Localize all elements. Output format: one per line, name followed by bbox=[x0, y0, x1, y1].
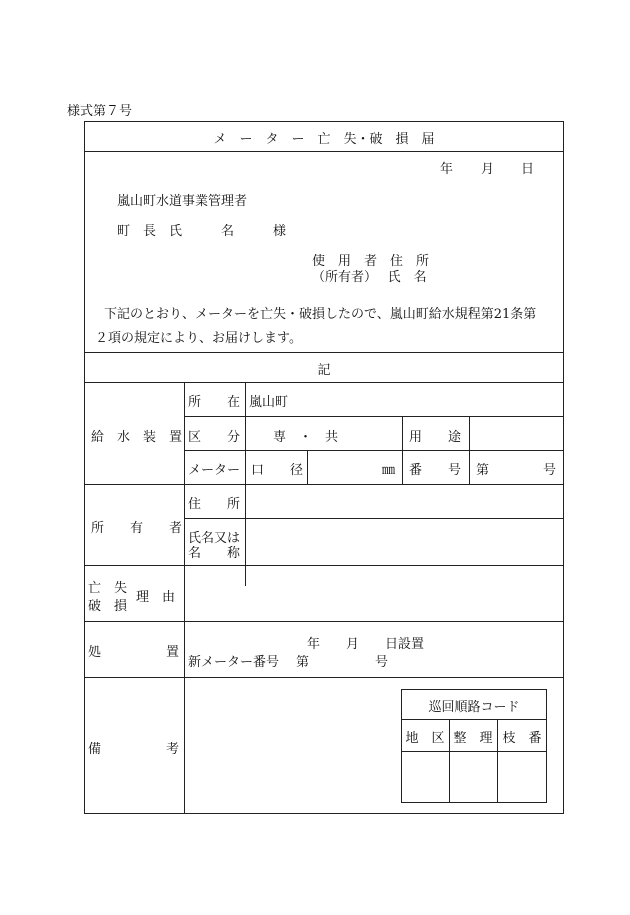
ki-mark: 記 bbox=[317, 363, 331, 378]
user-address-label: 使 用 者 住 所 bbox=[312, 254, 430, 269]
bore-label: 口 径 bbox=[251, 463, 304, 478]
divider bbox=[84, 677, 564, 678]
divider bbox=[184, 450, 564, 451]
owner-name-label: （所有者） 氏 名 bbox=[312, 270, 427, 285]
new-meter-suffix: 号 bbox=[375, 655, 389, 670]
owner-label: 所 有 者 bbox=[91, 521, 183, 536]
category-label: 区 分 bbox=[188, 430, 241, 445]
body-text-2: ２項の規定により、お届けします。 bbox=[95, 331, 302, 346]
date-day: 日 bbox=[521, 162, 535, 177]
new-meter-label: 新メーター番号 bbox=[188, 655, 280, 670]
divider bbox=[184, 518, 564, 519]
owner-name-label-2: 名 称 bbox=[188, 546, 241, 561]
meter-number-prefix: 第 bbox=[476, 463, 490, 478]
meter-label: メーター bbox=[188, 463, 241, 478]
reason-label-2: 破 損 bbox=[88, 599, 128, 614]
route-code-header-branch: 枝 番 bbox=[502, 731, 542, 746]
remarks-label: 備 考 bbox=[88, 742, 180, 757]
date-year: 年 bbox=[440, 162, 454, 177]
meter-number-suffix: 号 bbox=[543, 463, 557, 478]
meter-number-label: 番 号 bbox=[409, 463, 462, 478]
route-code-title: 巡回順路コード bbox=[428, 700, 520, 715]
category-value: 専 ・ 共 bbox=[273, 430, 339, 445]
divider bbox=[84, 484, 564, 485]
divider bbox=[84, 382, 564, 383]
divider bbox=[184, 416, 564, 417]
divider bbox=[401, 719, 547, 720]
owner-name-label-1: 氏名又は bbox=[188, 531, 241, 546]
route-code-header-district: 地 区 bbox=[405, 731, 445, 746]
label-column-line bbox=[184, 382, 185, 814]
addressee-mayor: 町 長 氏 名 様 bbox=[117, 224, 287, 239]
addressee-org: 嵐山町水道事業管理者 bbox=[117, 194, 248, 209]
owner-address-label: 住 所 bbox=[188, 497, 241, 512]
disposal-label: 処 置 bbox=[88, 645, 180, 660]
use-label: 用 途 bbox=[409, 430, 462, 445]
bore-unit: ㎜ bbox=[382, 463, 396, 478]
location-label: 所 在 bbox=[188, 395, 241, 410]
body-text-1: 下記のとおり、メーターを亡失・破損したので、嵐山町給水規程第21条第 bbox=[104, 307, 537, 322]
route-code-header-seq: 整 理 bbox=[453, 731, 493, 746]
disposal-install-date: 年 月 日設置 bbox=[307, 637, 425, 652]
supply-label: 給 水 装 置 bbox=[91, 430, 183, 445]
location-value: 嵐山町 bbox=[249, 395, 289, 410]
reason-label-1: 亡 失 bbox=[88, 581, 128, 596]
divider bbox=[401, 751, 547, 752]
divider bbox=[84, 151, 564, 152]
bore-divider bbox=[307, 450, 308, 484]
form-number: 様式第７号 bbox=[67, 104, 133, 119]
date-month: 月 bbox=[481, 162, 495, 177]
reason-label-3: 理 由 bbox=[136, 590, 176, 605]
divider bbox=[84, 352, 564, 353]
form-title: メ ー タ ー 亡 失・破 損 届 bbox=[213, 132, 435, 147]
new-meter-prefix: 第 bbox=[296, 655, 310, 670]
divider bbox=[84, 565, 564, 566]
divider bbox=[84, 621, 564, 622]
